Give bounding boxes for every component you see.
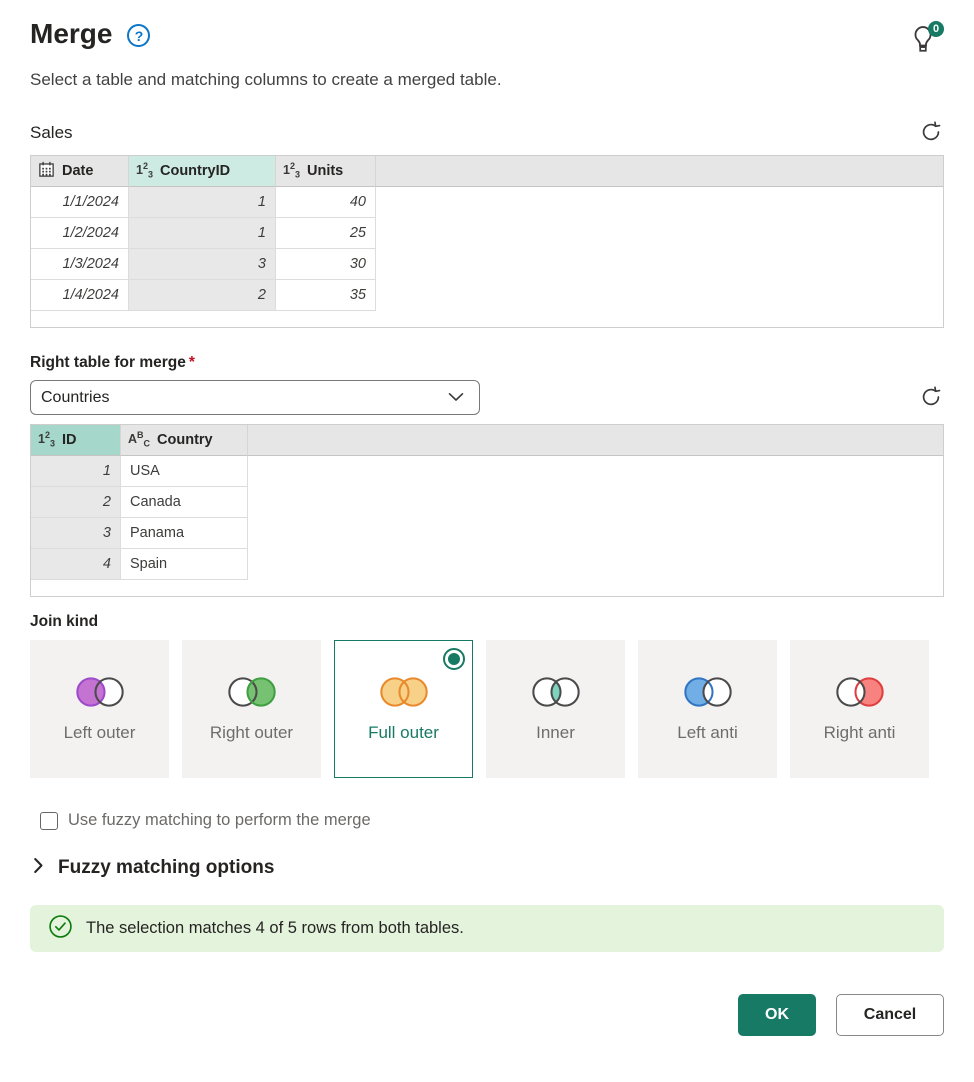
left-table-label: Sales bbox=[30, 123, 73, 142]
ideas-button[interactable] bbox=[910, 23, 940, 57]
column-header-label: Units bbox=[306, 163, 344, 179]
countries-preview-table bbox=[30, 424, 944, 597]
table-cell[interactable]: 3 bbox=[129, 249, 276, 280]
row-filler bbox=[248, 549, 943, 580]
text-type-icon: $A^B_C$ bbox=[128, 430, 151, 449]
chevron-down-icon bbox=[448, 389, 464, 407]
column-header-units[interactable] bbox=[276, 156, 376, 187]
table-cell[interactable]: USA bbox=[121, 456, 248, 487]
left-anti-venn-icon bbox=[675, 675, 741, 709]
row-filler bbox=[376, 187, 943, 218]
row-filler bbox=[376, 249, 943, 280]
row-filler bbox=[248, 456, 943, 487]
table-cell[interactable]: 30 bbox=[276, 249, 376, 280]
chevron-right-icon bbox=[33, 857, 44, 879]
fuzzy-checkbox-label[interactable]: Use fuzzy matching to perform the merge bbox=[68, 811, 371, 829]
join-option-label: Right outer bbox=[209, 722, 294, 742]
refresh-icon bbox=[919, 132, 943, 147]
sales-preview-table bbox=[30, 155, 944, 328]
selected-radio-icon[interactable] bbox=[443, 648, 465, 670]
table-cell[interactable]: Canada bbox=[121, 487, 248, 518]
join-option-label: Right anti bbox=[823, 722, 896, 742]
column-header-label: Date bbox=[62, 163, 94, 179]
table-cell[interactable]: 1 bbox=[31, 456, 121, 487]
table-cell[interactable]: 3 bbox=[31, 518, 121, 549]
inner-venn-icon bbox=[523, 675, 589, 709]
join-option-label: Inner bbox=[536, 722, 575, 742]
join-kind-options bbox=[30, 640, 944, 778]
refresh-right-table-button[interactable] bbox=[918, 385, 944, 411]
fuzzy-matching-row[interactable] bbox=[30, 811, 944, 830]
table-cell[interactable]: 40 bbox=[276, 187, 376, 218]
refresh-icon bbox=[919, 397, 943, 412]
number-type-icon: $1^2_3$ bbox=[38, 430, 55, 449]
column-header-country[interactable] bbox=[121, 425, 248, 456]
page-title: Merge bbox=[30, 18, 113, 49]
table-cell[interactable]: 1 bbox=[129, 218, 276, 249]
table-cell[interactable]: 1/3/2024 bbox=[31, 249, 129, 280]
join-kind-label: Join kind bbox=[30, 613, 99, 630]
required-asterisk: * bbox=[188, 354, 195, 371]
dialog-header bbox=[30, 18, 944, 57]
right-anti-venn-icon bbox=[827, 675, 893, 709]
join-option-label: Full outer bbox=[368, 722, 439, 742]
fuzzy-options-label: Fuzzy matching options bbox=[58, 857, 275, 878]
table-cell[interactable]: 25 bbox=[276, 218, 376, 249]
table-cell[interactable]: Spain bbox=[121, 549, 248, 580]
join-option-label: Left anti bbox=[677, 722, 738, 742]
row-filler bbox=[248, 518, 943, 549]
table-cell[interactable]: 1/1/2024 bbox=[31, 187, 129, 218]
right-outer-venn-icon bbox=[219, 675, 285, 709]
right-table-label-row bbox=[30, 354, 944, 372]
table-cell[interactable]: 2 bbox=[129, 280, 276, 311]
status-banner bbox=[30, 905, 944, 952]
left-outer-venn-icon bbox=[67, 675, 133, 709]
row-filler bbox=[376, 280, 943, 311]
number-type-icon: $1^2_3$ bbox=[283, 161, 300, 180]
table-cell[interactable]: 1 bbox=[129, 187, 276, 218]
join-option-right-anti[interactable] bbox=[790, 640, 929, 778]
column-header-date[interactable] bbox=[31, 156, 129, 187]
join-option-label: Left outer bbox=[63, 722, 136, 742]
number-type-icon: $1^2_3$ bbox=[136, 161, 153, 180]
column-header-id[interactable] bbox=[31, 425, 121, 456]
column-header-label: CountryID bbox=[159, 163, 231, 179]
table-cell[interactable]: 4 bbox=[31, 549, 121, 580]
ideas-badge: 0 bbox=[928, 21, 944, 37]
fuzzy-matching-checkbox[interactable] bbox=[40, 812, 58, 830]
column-header-countryid[interactable] bbox=[129, 156, 276, 187]
join-option-full-outer[interactable] bbox=[334, 640, 473, 778]
refresh-left-table-button[interactable] bbox=[918, 120, 944, 146]
header-filler bbox=[248, 425, 943, 456]
column-header-label: Country bbox=[157, 432, 213, 448]
ok-button[interactable]: OK bbox=[738, 994, 816, 1036]
table-cell[interactable]: 1/2/2024 bbox=[31, 218, 129, 249]
header-filler bbox=[376, 156, 943, 187]
join-option-left-outer[interactable] bbox=[30, 640, 169, 778]
help-icon[interactable]: ? bbox=[127, 24, 150, 47]
join-option-left-anti[interactable] bbox=[638, 640, 777, 778]
table-cell[interactable]: 1/4/2024 bbox=[31, 280, 129, 311]
dropdown-value: Countries bbox=[41, 388, 110, 406]
status-message: The selection matches 4 of 5 rows from both tables. bbox=[86, 919, 464, 937]
right-table-label: Right table for merge bbox=[30, 354, 186, 371]
row-filler bbox=[376, 218, 943, 249]
dialog-subtitle: Select a table and matching columns to create a merged table. bbox=[30, 70, 502, 89]
table-cell[interactable]: 35 bbox=[276, 280, 376, 311]
fuzzy-options-expander[interactable] bbox=[30, 857, 944, 879]
calendar-icon bbox=[38, 161, 55, 181]
check-circle-icon bbox=[48, 914, 73, 944]
table-cell[interactable]: Panama bbox=[121, 518, 248, 549]
lightbulb-icon bbox=[910, 42, 936, 57]
full-outer-venn-icon bbox=[371, 675, 437, 709]
cancel-button[interactable]: Cancel bbox=[836, 994, 944, 1036]
join-option-right-outer[interactable] bbox=[182, 640, 321, 778]
row-filler bbox=[248, 487, 943, 518]
table-cell[interactable]: 2 bbox=[31, 487, 121, 518]
right-table-dropdown[interactable] bbox=[30, 380, 480, 415]
join-option-inner[interactable] bbox=[486, 640, 625, 778]
column-header-label: ID bbox=[61, 432, 77, 448]
